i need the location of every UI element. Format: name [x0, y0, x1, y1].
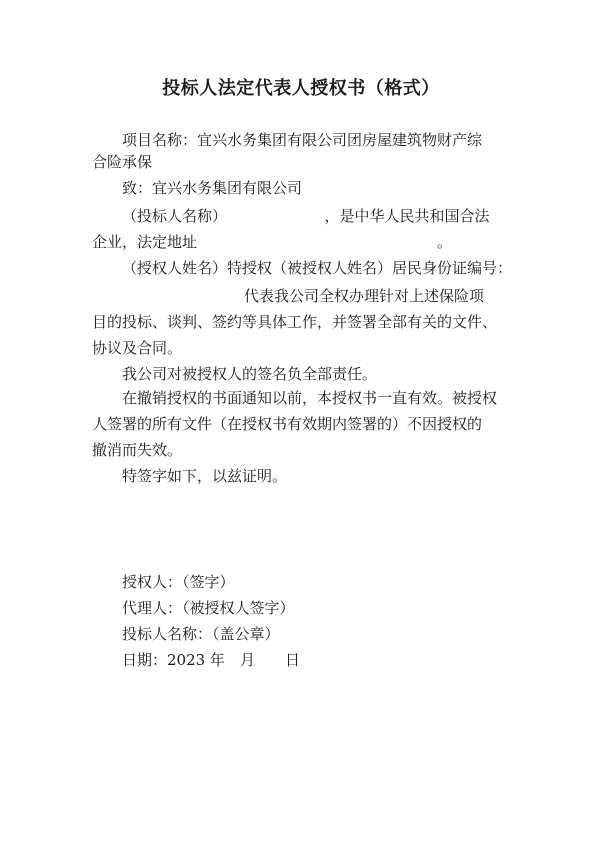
- authorization-line-4: 协议及合同。: [92, 339, 183, 357]
- validity-line-3: 撤消而失效。: [92, 441, 183, 459]
- closing-statement: 特签字如下，以兹证明。: [122, 467, 288, 485]
- responsibility-statement: 我公司对被授权人的签名负全部责任。: [122, 365, 378, 383]
- authorizer-signature-line: 授权人：（签字）: [122, 573, 235, 591]
- validity-line-1: 在撤销授权的书面通知以前，本授权书一直有效。被授权: [122, 389, 498, 407]
- bidder-line-2: 企业，法定地址 。: [92, 233, 453, 251]
- addressee-line: 致：宜兴水务集团有限公司: [122, 179, 303, 197]
- date-line: 日期：2023 年 月 日: [122, 651, 300, 669]
- document-title: 投标人法定代表人授权书（格式）: [162, 78, 440, 99]
- bidder-line-1: （投标人名称） ，是中华人民共和国合法: [122, 207, 490, 225]
- authorization-line-3: 目的投标、谈判、签约等具体工作，并签署全部有关的文件、: [92, 313, 498, 331]
- authorization-line-1: （授权人姓名）特授权（被授权人姓名）居民身份证编号：: [122, 259, 513, 277]
- agent-signature-line: 代理人：（被授权人签字）: [122, 599, 295, 617]
- project-name-line-1: 项目名称：宜兴水务集团有限公司团房屋建筑物财产综: [122, 131, 483, 149]
- validity-line-2: 人签署的所有文件（在授权书有效期内签署的）不因授权的: [92, 415, 483, 433]
- authorization-line-2: 代表我公司全权办理针对上述保险项: [244, 287, 485, 305]
- bidder-seal-line: 投标人名称：（盖公章）: [122, 625, 280, 643]
- project-name-line-2: 合险承保: [92, 153, 153, 171]
